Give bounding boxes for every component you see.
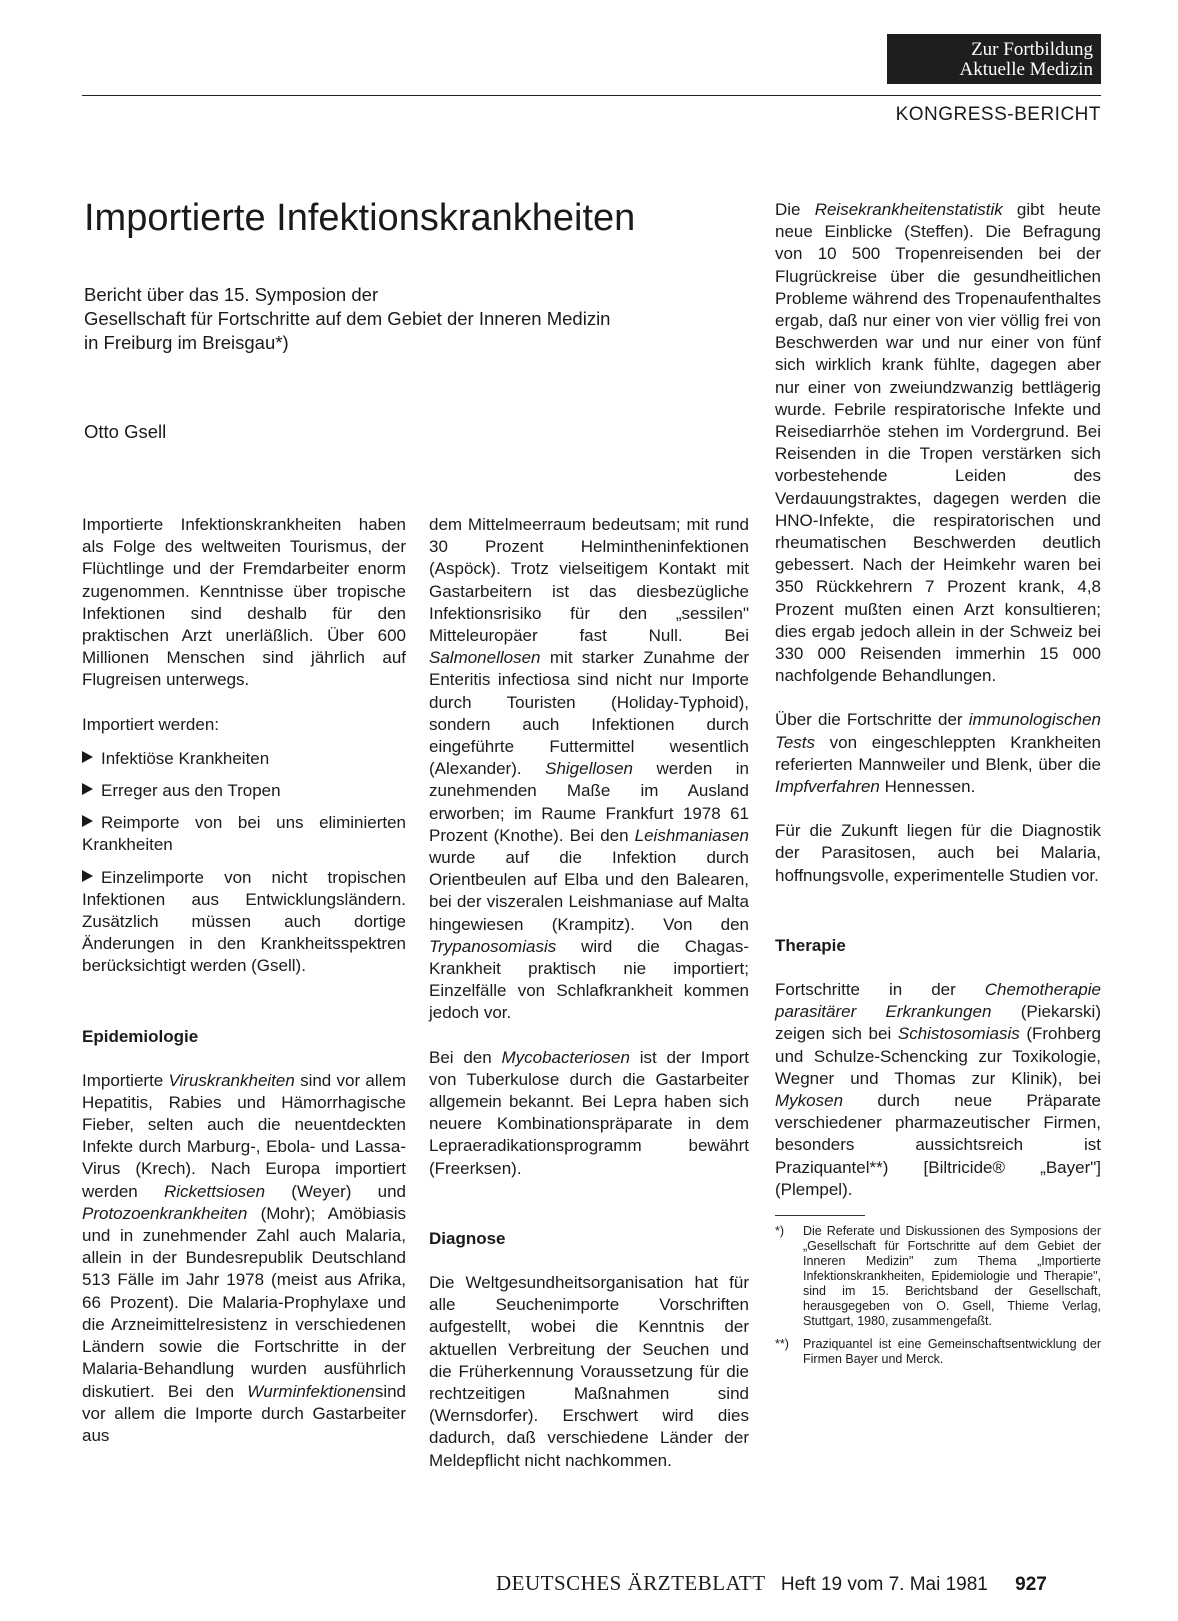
- section-label: KONGRESS-BERICHT: [895, 104, 1101, 125]
- bullet-item: [82, 748, 406, 770]
- header-rule: [82, 95, 1101, 96]
- triangle-bullet-icon: [82, 815, 93, 827]
- badge-line-1: Zur Fortbildung: [971, 39, 1093, 60]
- bullet-text: Reimporte von bei uns eliminierten Krankheiten: [82, 813, 406, 855]
- column-1: [82, 514, 406, 1469]
- subtitle-line: Bericht über das 15. Symposion der: [84, 284, 379, 305]
- column-2: [429, 514, 749, 1494]
- issue-info: Heft 19 vom 7. Mai 1981: [780, 1574, 988, 1595]
- statistik-paragraph: Die Reisekrankheitenstatistik gibt heute neue Einblicke (Steffen). Die Befragung von 10 500 Tropenreisenden bei der Flugrückreise über die gesundheitlichen Probleme während des Tropenaufenthaltes ergab, daß nur einer von vier völlig frei von Beschwerden war und nur einer von fünf sich wirklich krank fühlte, dagegen aber nur einer von zweiundzwanzig bettlägerig wurde. Febrile respiratorische Infekte und Reisediarrhöe stehen im Vordergrund. Bei Reisenden in die Tropen verstärken sich vorbestehende Leiden des Verdauungstraktes, dagegen werden die HNO-Infekte, die respiratorischen und rheumatischen Beschwerden deutlich gebessert. Nach der Heimkehr waren bei 350 Rückkehrern 7 Prozent krank, 4,8 Prozent mußten einen Arzt konsultieren; dies ergab jedoch allein in der Schweiz bei 330 000 Reisenden immerhin 15 000 nachfolgende Behandlungen.: [775, 200, 1102, 686]
- bullet-text: Erreger aus den Tropen: [101, 781, 281, 801]
- tests-paragraph: Über die Fortschritte der immunologischen Tests von eingeschleppten Krankheiten referierten Mannweiler und Blenk, über die Impfverfahren Hennessen.: [775, 710, 1101, 797]
- heading-therapie: Therapie: [775, 935, 846, 955]
- triangle-bullet-icon: [82, 870, 93, 882]
- bullet-item: [82, 812, 406, 856]
- bullet-item: [82, 780, 406, 802]
- heading-diagnose: Diagnose: [429, 1228, 506, 1248]
- epidemiologie-paragraph: Importierte Viruskrankheiten sind vor allem Hepatitis, Rabies und Hämorrhagische Fieber, selten auch die neuentdeckten Infekte durch Marburg-, Ebola- und Lassa-Virus (Krech). Nach Europa importiert werden Rickettsiosen (Weyer) und Protozoenkrankheiten (Mohr); Amöbiasis und in zunehmender Zahl auch Malaria, allein in der Bundesrepublik Deutschland 513 Fälle im Jahr 1978 (meist aus Afrika, 66 Prozent). Die Malaria-Prophylaxe und die Arzneimittelresistenz in verschiedenen Ländern sowie die Fortschritte in der Malaria-Behandlung wurden ausführlich diskutiert. Bei den Wurminfektionensind vor allem die Importe durch Gastarbeiter aus: [82, 1070, 406, 1445]
- footnote: [775, 1337, 1101, 1367]
- footnote-rule: [775, 1215, 865, 1216]
- article-title: Importierte Infektionskrankheiten: [84, 197, 636, 239]
- bullet-text: Infektiöse Krankheiten: [101, 748, 270, 768]
- footnote: [775, 1224, 1101, 1329]
- article-author: Otto Gsell: [84, 421, 167, 442]
- heading-epidemiologie: Epidemiologie: [82, 1026, 199, 1046]
- footnote-mark: *): [775, 1223, 785, 1238]
- zukunft-paragraph: Für die Zukunft liegen für die Diagnostik der Parasitosen, auch bei Malaria, hoffnungsvolle, experimentelle Studien vor.: [775, 821, 1101, 885]
- intro-paragraph: Importierte Infektionskrankheiten haben als Folge des weltweiten Tourismus, der Flüchtlinge und der Fremdarbeiter enorm zugenommen. Kenntnisse über tropische Infektionen sind deshalb für den praktischen Arzt unerläßlich. Über 600 Millionen Menschen sind jährlich auf Flugreisen unterwegs.: [82, 515, 406, 690]
- article-subtitle: [84, 283, 764, 355]
- mycobacteriosen-paragraph: Bei den Mycobacteriosen ist der Import von Tuberkulose durch die Gastarbeiter allgemein bekannt. Bei Lepra haben sich neuere Kombinationspräparate in dem Lepraeradikationsprogramm bewährt (Freerksen).: [429, 1047, 749, 1178]
- journal-name: DEUTSCHES ÄRZTEBLATT: [496, 1571, 766, 1595]
- footnote-text: Die Referate und Diskussionen des Symposions der „Gesellschaft für Fortschritte auf dem Gebiet der Inneren Medizin" zum Thema „Importierte Infektionskrankheiten, Epidemiologie und Therapie", sind im 15. Berichtsband der Gesellschaft, herausgegeben von O. Gsell, Thieme Verlag, Stuttgart, 1980, zusammengefaßt.: [803, 1223, 1101, 1328]
- continued-paragraph: dem Mittelmeerraum bedeutsam; mit rund 30 Prozent Helmintheninfektionen (Aspöck). Trotz vielseitigem Kontakt mit Gastarbeitern ist das diesbezügliche Infektionsrisiko für den „sessilen" Mitteleuropäer fast Null. Bei Salmonellosen mit starker Zunahme der Enteritis infectiosa sind nicht nur Importe durch Touristen (Holiday-Typhoid), sondern auch Infektionen durch eingeführte Futtermittel wesentlich (Alexander). Shigellosen werden in zunehmenden Maße im Ausland erworben; im Raume Frankfurt 1978 61 Prozent (Knothe). Bei den Leishmaniasen wurde auf die Infektion durch Orientbeulen auf Elba und den Balearen, bei der viszeralen Leishmaniase auf Malta hingewiesen (Krampitz). Von den Trypanosomiasis wird die Chagas-Krankheit praktisch nie importiert; Einzelfälle von Schlafkrankheit kommen jedoch vor.: [429, 515, 750, 1023]
- page-footer: [496, 1571, 1047, 1596]
- footnote-text: Praziquantel ist eine Gemeinschaftsentwicklung der Firmen Bayer und Merck.: [803, 1336, 1101, 1366]
- page-number: 927: [1015, 1574, 1047, 1595]
- subtitle-line: in Freiburg im Breisgau*): [84, 332, 289, 353]
- imported-label: Importiert werden:: [82, 714, 219, 734]
- subtitle-line: Gesellschaft für Fortschritte auf dem Gebiet der Inneren Medizin: [84, 308, 611, 329]
- triangle-bullet-icon: [82, 751, 93, 763]
- triangle-bullet-icon: [82, 783, 93, 795]
- section-badge: [887, 34, 1101, 84]
- badge-line-2: Aktuelle Medizin: [959, 59, 1093, 80]
- diagnose-paragraph: Die Weltgesundheitsorganisation hat für alle Seuchenimporte Vorschriften aufgestellt, wobei die Kenntnis der aktuellen Verbreitung der Seuchen und die Früherkennung Voraussetzung für die rechtzeitigen Maßnahmen sind (Wernsdorfer). Erschwert wird dies dadurch, daß verschiedene Länder der Meldepflicht nicht nachkommen.: [429, 1272, 749, 1470]
- column-3: [775, 199, 1101, 1375]
- bullet-item: [82, 867, 406, 978]
- therapie-paragraph: Fortschritte in der Chemotherapie parasitärer Erkrankungen (Piekarski) zeigen sich bei Schistosomiasis (Frohberg und Schulze-Schencking zur Toxikologie, Wegner und Thomas zur Klinik), bei Mykosen durch neue Präparate verschiedener pharmazeutischer Firmen, besonders aussichtsreich ist Praziquantel**) [Biltricide® „Bayer"] (Plempel).: [775, 979, 1101, 1199]
- bullet-text: Einzelimporte von nicht tropischen Infektionen aus Entwicklungsländern. Zusätzlich müssen auch dortige Änderungen in den Krankheitsspektren berücksichtigt werden (Gsell).: [82, 867, 406, 976]
- footnote-mark: **): [775, 1336, 789, 1351]
